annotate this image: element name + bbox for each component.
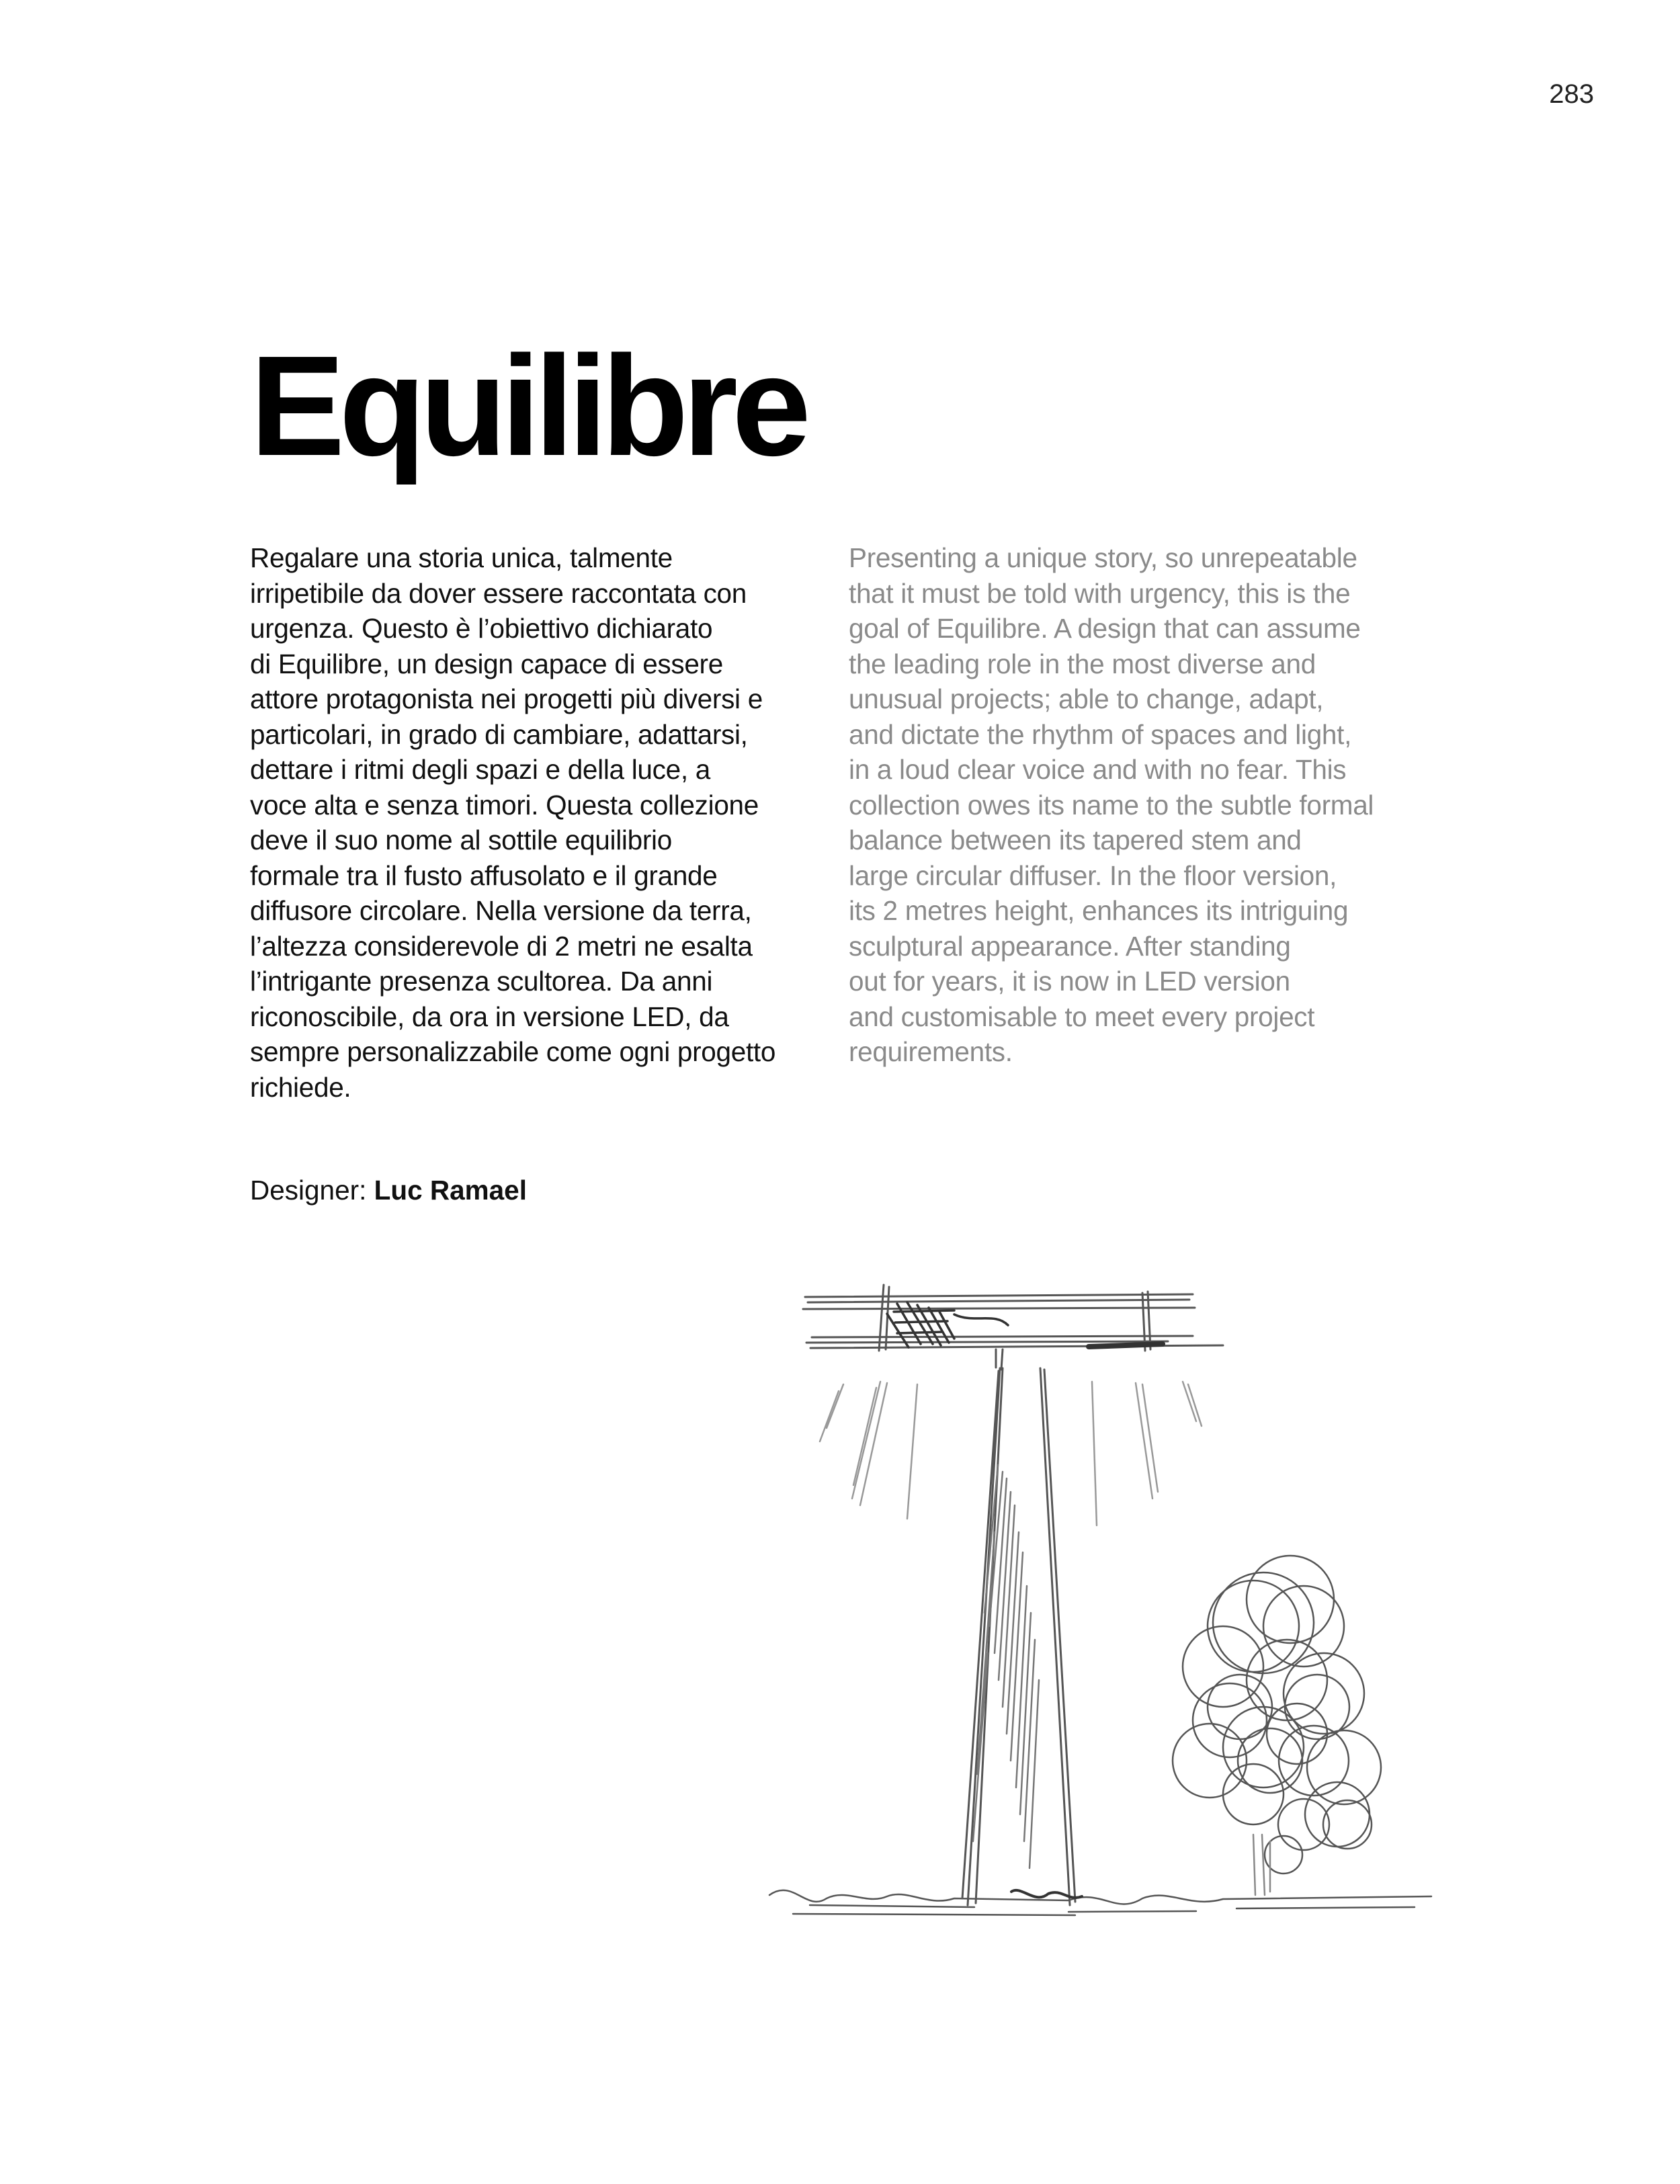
italian-text-line: irripetibile da dover essere raccontata con	[250, 577, 747, 609]
english-text-line: balance between its tapered stem and	[849, 825, 1302, 855]
page-number: 283	[1549, 79, 1594, 109]
italian-text-line: particolari, in grado di cambiare, adattarsi,	[250, 718, 748, 750]
italian-text-line: richiede.	[250, 1071, 351, 1103]
product-title: Equilibre	[250, 326, 806, 485]
italian-text-line: attore protagonista nei progetti più diversi e	[250, 683, 763, 714]
italian-text-line: Regalare una storia unica, talmente	[250, 542, 673, 573]
italian-text-line: urgenza. Questo è l’obiettivo dichiarato	[250, 613, 713, 644]
italian-text-line: diffusore circolare. Nella versione da terra,	[250, 895, 752, 926]
italian-text-line: deve il suo nome al sottile equilibrio	[250, 825, 672, 855]
italian-text-line: l’intrigante presenza scultorea. Da anni	[250, 966, 713, 997]
ground-line-sketch	[769, 1890, 1431, 1915]
english-text-line: its 2 metres height, enhances its intriguing	[849, 895, 1349, 926]
english-text-line: sculptural appearance. After standing	[849, 930, 1291, 962]
italian-text-line: riconoscibile, da ora in versione LED, da	[250, 1001, 729, 1032]
english-text-line: Presenting a unique story, so unrepeatable	[849, 542, 1357, 573]
italian-description	[250, 540, 828, 1105]
english-text-line: unusual projects; able to change, adapt,	[849, 683, 1324, 714]
english-description	[849, 540, 1454, 1070]
lamp-stem-sketch	[962, 1349, 1075, 1905]
italian-text-line: formale tra il fusto affusolato e il grande	[250, 859, 718, 891]
english-text-line: that it must be told with urgency, this is the	[849, 577, 1351, 609]
italian-text-line: di Equilibre, un design capace di essere	[250, 648, 723, 679]
italian-text-line: sempre personalizzabile come ogni progetto	[250, 1036, 776, 1067]
designer-name: Luc Ramael	[374, 1175, 527, 1206]
english-text-line: and customisable to meet every project	[849, 1001, 1315, 1032]
english-text-line: goal of Equilibre. A design that can assume	[849, 613, 1361, 644]
english-text-line: in a loud clear voice and with no fear. This	[849, 754, 1347, 785]
designer-credit	[250, 1175, 527, 1206]
lamp-sketch-illustration	[753, 1250, 1438, 1976]
english-text-line: out for years, it is now in LED version	[849, 966, 1290, 997]
english-text-line: requirements.	[849, 1036, 1013, 1067]
english-text-line: large circular diffuser. In the floor version,	[849, 859, 1337, 891]
tree-sketch	[1173, 1556, 1381, 1895]
english-text-line: the leading role in the most diverse and	[849, 648, 1316, 679]
english-text-line: and dictate the rhythm of spaces and light,	[849, 718, 1352, 750]
italian-text-line: l’altezza considerevole di 2 metri ne esalta	[250, 930, 753, 962]
designer-label: Designer:	[250, 1175, 367, 1206]
lamp-diffuser-sketch	[803, 1285, 1223, 1351]
italian-text-line: dettare i ritmi degli spazi e della luce, a	[250, 754, 710, 785]
english-text-line: collection owes its name to the subtle formal	[849, 789, 1374, 821]
italian-text-line: voce alta e senza timori. Questa collezione	[250, 789, 759, 821]
